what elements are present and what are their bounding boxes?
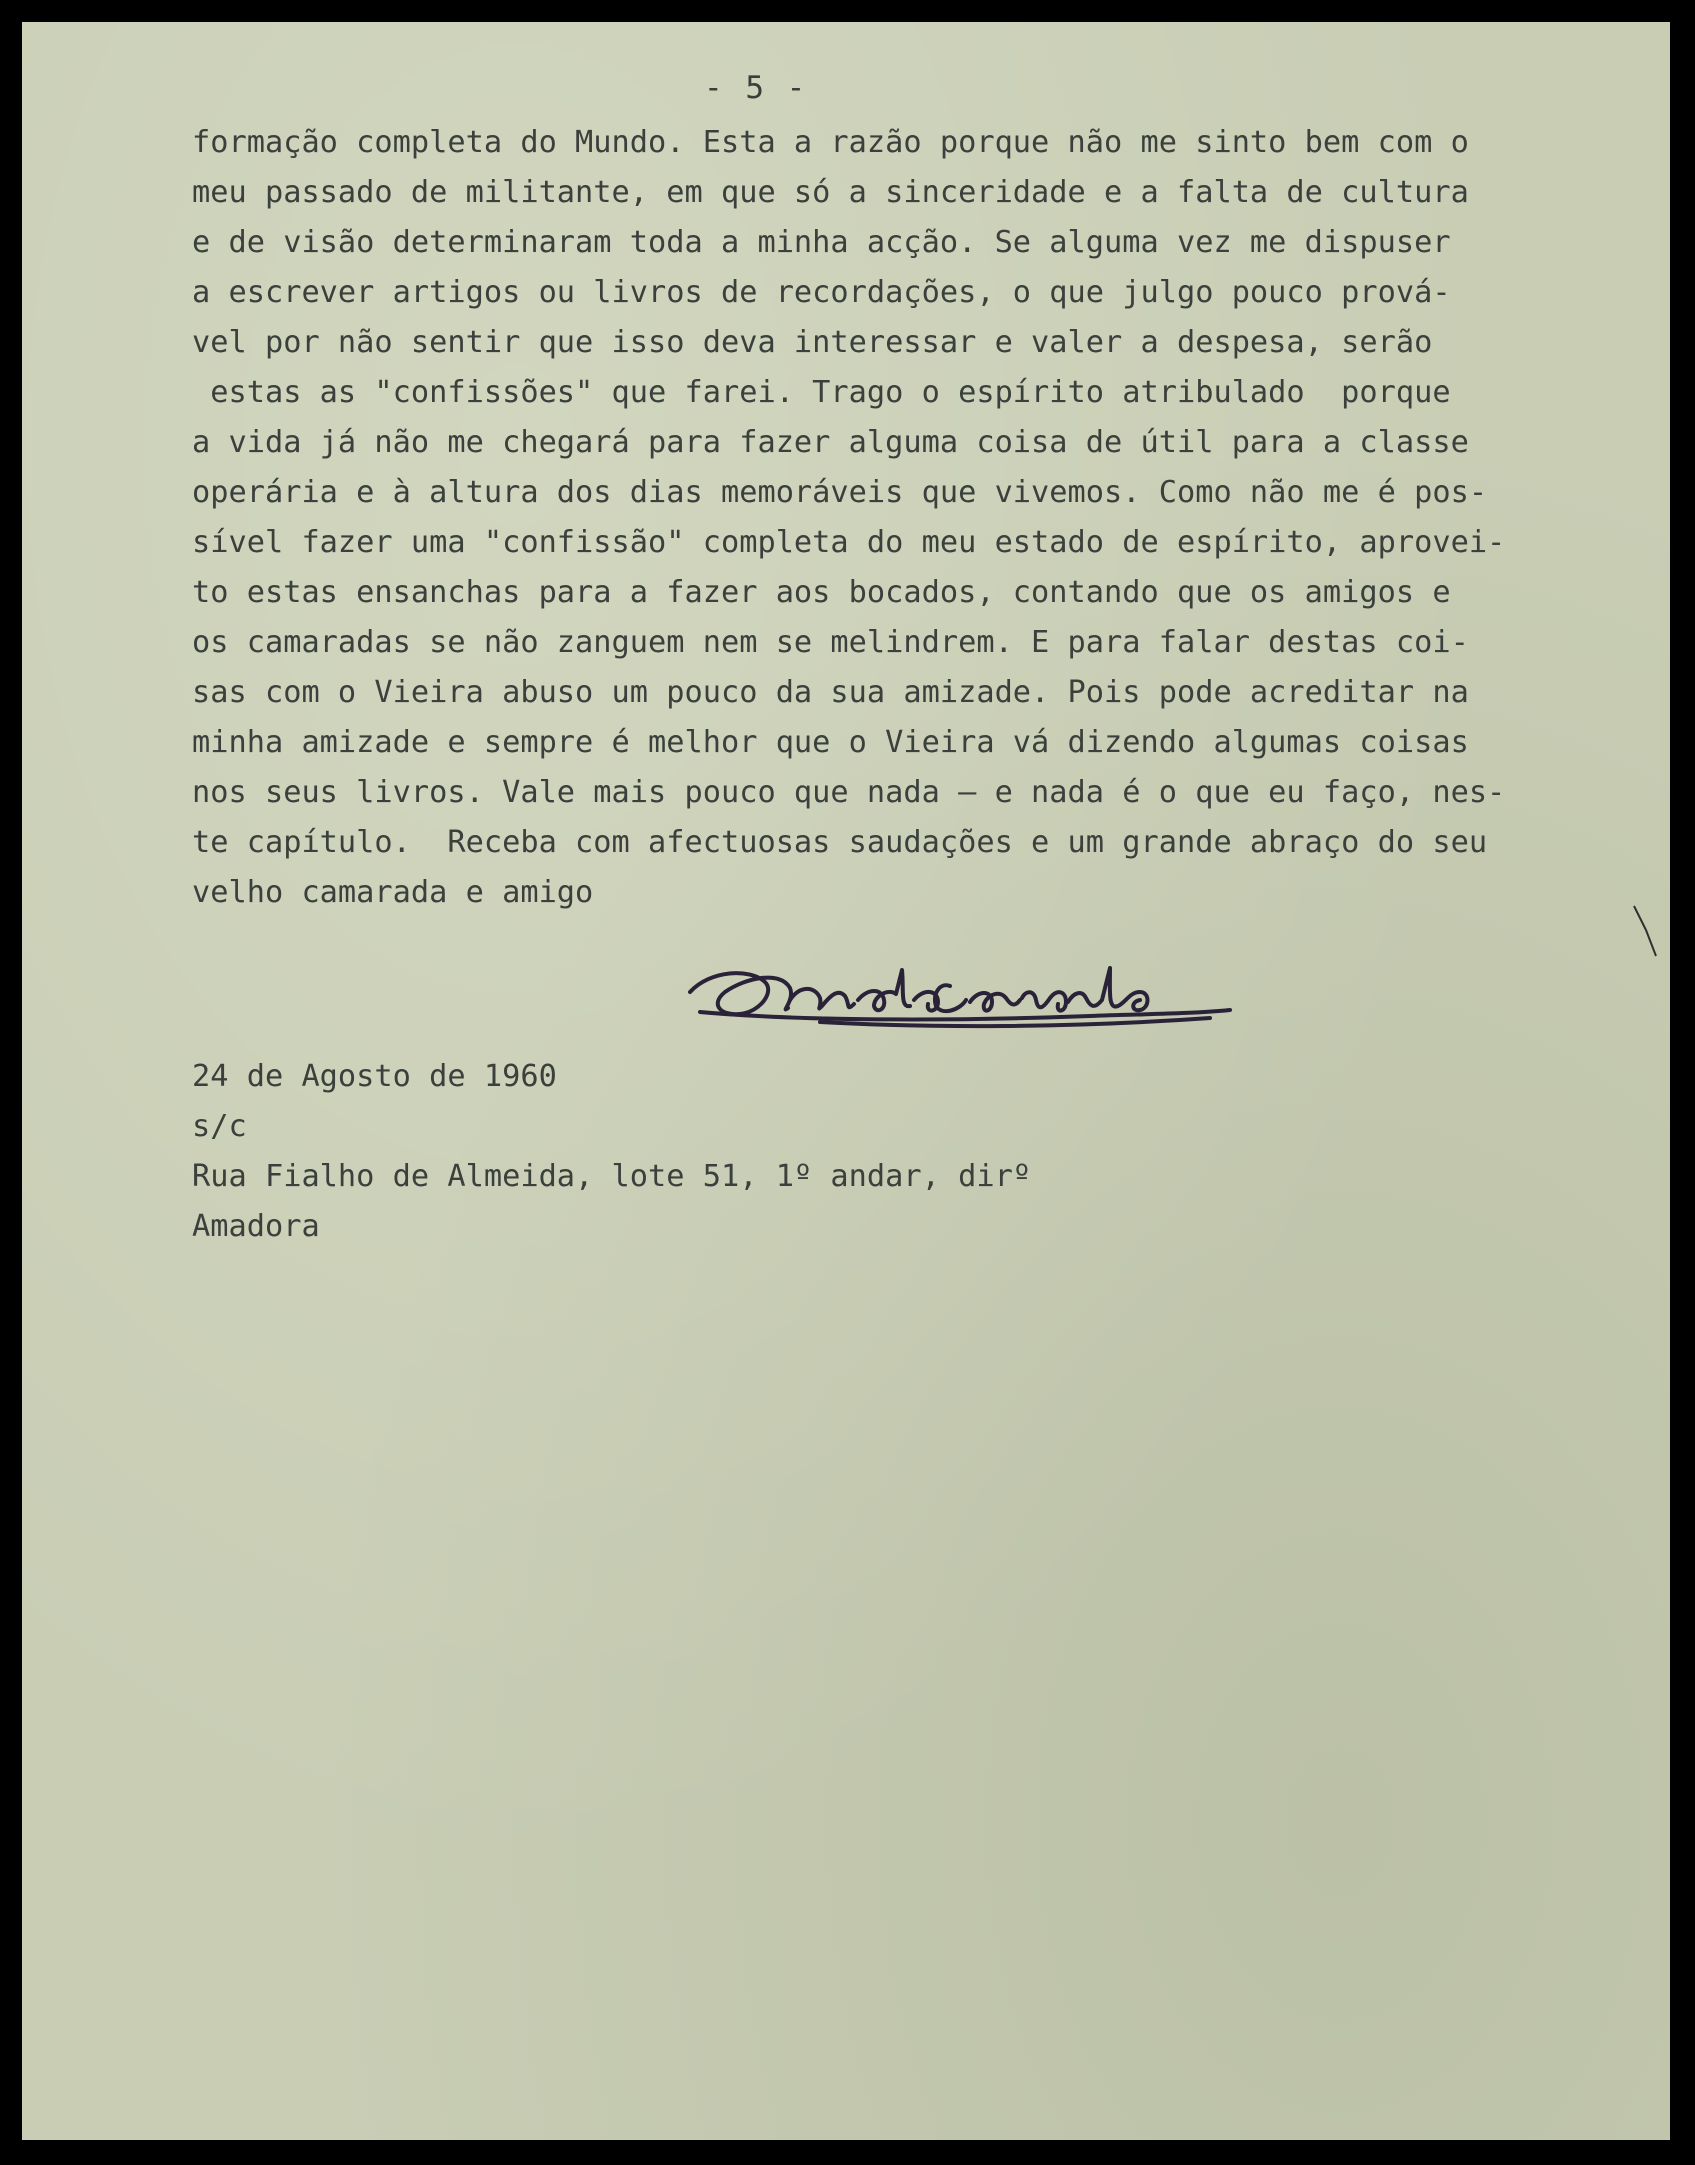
letter-footer xyxy=(192,1052,1031,1252)
paper-mark xyxy=(1630,902,1660,962)
letter-body xyxy=(192,118,1505,918)
page-number: - 5 - xyxy=(704,70,808,106)
body-line: minha amizade e sempre é melhor que o Vieira vá dizendo algumas coisas xyxy=(192,725,1469,760)
letter-date: 24 de Agosto de 1960 xyxy=(192,1059,557,1094)
body-line: sas com o Vieira abuso um pouco da sua amizade. Pois pode acreditar na xyxy=(192,675,1469,710)
handwritten-signature xyxy=(670,930,1250,1040)
body-line: formação completa do Mundo. Esta a razão porque não me sinto bem com o xyxy=(192,125,1469,160)
address-line: s/c xyxy=(192,1109,247,1144)
body-line: nos seus livros. Vale mais pouco que nada — e nada é o que eu faço, nes- xyxy=(192,775,1506,810)
body-line: vel por não sentir que isso deva interessar e valer a despesa, serão xyxy=(192,325,1433,360)
body-line: e de visão determinaram toda a minha acção. Se alguma vez me dispuser xyxy=(192,225,1451,260)
body-line: to estas ensanchas para a fazer aos bocados, contando que os amigos e xyxy=(192,575,1451,610)
address-line: Rua Fialho de Almeida, lote 51, 1º andar, dirº xyxy=(192,1159,1032,1194)
body-line: estas as "confissões" que farei. Trago o espírito atribulado porque xyxy=(192,375,1451,410)
body-line: velho camarada e amigo xyxy=(192,875,594,910)
body-line: operária e à altura dos dias memoráveis que vivemos. Como não me é pos- xyxy=(192,475,1488,510)
address-line: Amadora xyxy=(192,1209,320,1244)
body-line: sível fazer uma "confissão" completa do meu estado de espírito, aprovei- xyxy=(192,525,1506,560)
body-line: a escrever artigos ou livros de recordações, o que julgo pouco prová- xyxy=(192,275,1451,310)
letter-page xyxy=(22,22,1670,2140)
body-line: meu passado de militante, em que só a sinceridade e a falta de cultura xyxy=(192,175,1469,210)
body-line: os camaradas se não zanguem nem se melindrem. E para falar destas coi- xyxy=(192,625,1469,660)
body-line: a vida já não me chegará para fazer alguma coisa de útil para a classe xyxy=(192,425,1469,460)
body-line: te capítulo. Receba com afectuosas saudações e um grande abraço do seu xyxy=(192,825,1488,860)
